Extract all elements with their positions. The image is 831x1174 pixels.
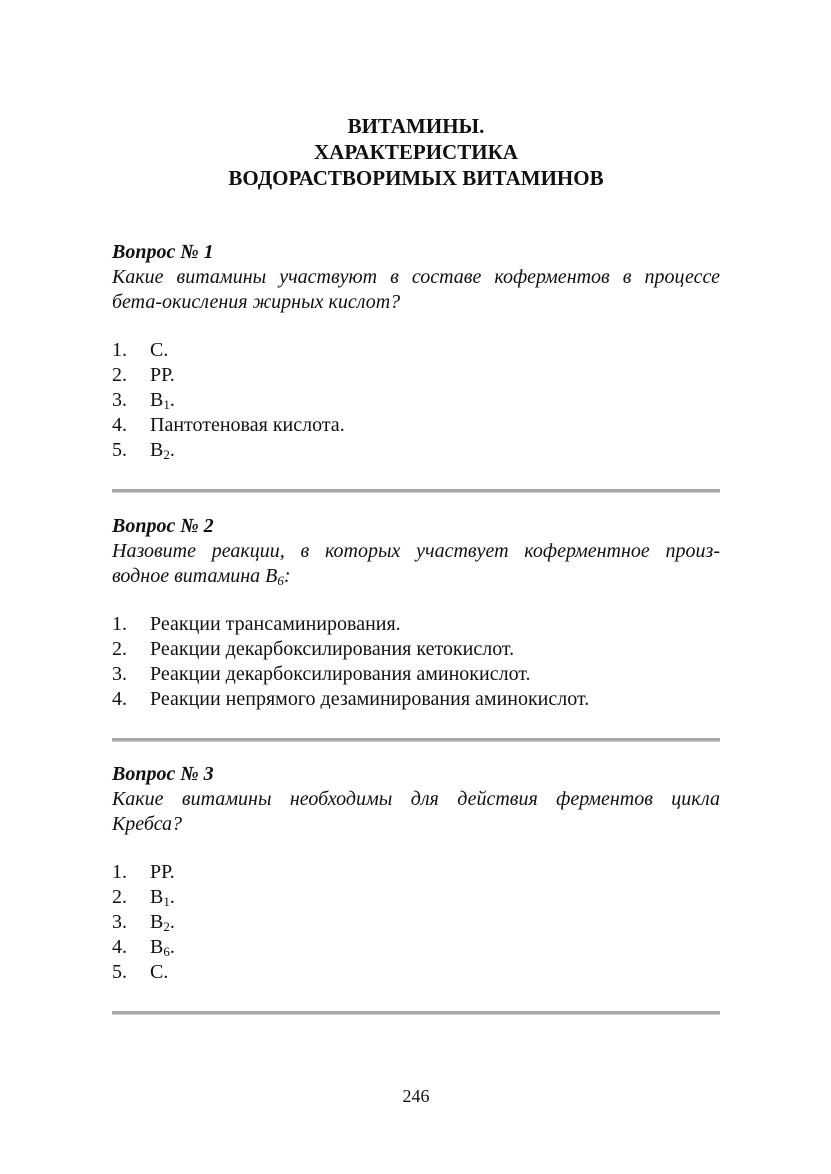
answer-suffix: .	[169, 439, 175, 461]
answer-text: В	[150, 911, 164, 933]
question-heading: Вопрос № 3	[112, 763, 214, 785]
answer-text: В	[150, 389, 164, 411]
answer-number: 5.	[112, 961, 127, 983]
question-2	[112, 513, 720, 712]
answer-number: 2.	[112, 638, 127, 660]
section-divider	[112, 489, 720, 493]
answer-text: Реакции непрямого дезаминирования аминокислот.	[150, 688, 590, 710]
answer-item	[112, 885, 720, 910]
answer-item	[112, 363, 720, 388]
answer-item	[112, 637, 720, 662]
answer-number: 5.	[112, 439, 127, 461]
answer-text: С.	[150, 339, 169, 361]
page-number: 246	[402, 1086, 430, 1106]
answer-number: 1.	[112, 861, 127, 883]
answer-text: Реакции декарбоксилирования аминокислот.	[150, 663, 531, 685]
answer-item	[112, 687, 720, 712]
answer-number: 4.	[112, 936, 127, 958]
answer-number: 4.	[112, 688, 127, 710]
answer-text: В	[150, 439, 164, 461]
answer-suffix: .	[169, 886, 175, 908]
answer-subscript: 2	[163, 919, 170, 934]
answer-subscript: 1	[163, 397, 170, 412]
question-1	[112, 239, 720, 463]
answer-subscript: 6	[163, 944, 170, 959]
answer-number: 3.	[112, 663, 127, 685]
answer-item	[112, 388, 720, 413]
answer-text: РР.	[150, 861, 175, 883]
answer-item	[112, 910, 720, 935]
answer-subscript: 1	[163, 894, 170, 909]
question-text	[112, 265, 720, 315]
section-divider	[112, 1011, 720, 1015]
answer-list	[112, 338, 720, 463]
page-title	[112, 113, 720, 191]
question-3	[112, 761, 720, 985]
answer-number: 1.	[112, 613, 127, 635]
answer-suffix: .	[169, 936, 175, 958]
answer-text: Пантотеновая кислота.	[150, 414, 345, 436]
answer-list	[112, 860, 720, 985]
answer-number: 3.	[112, 389, 127, 411]
question-text-line: Какие витамины участвуют в составе коферментов в процессе	[112, 266, 720, 288]
question-text-line: бета-окисления жирных кислот?	[112, 291, 401, 313]
answer-item	[112, 662, 720, 687]
answer-item	[112, 935, 720, 960]
question-text-line: Назовите реакции, в которых участвует коферментное произ-	[112, 540, 720, 562]
question-heading: Вопрос № 2	[112, 515, 214, 537]
question-text-line: Кребса?	[112, 813, 183, 835]
question-heading: Вопрос № 1	[112, 241, 214, 263]
answer-text: РР.	[150, 364, 175, 386]
answer-suffix: .	[169, 389, 175, 411]
answer-text: Реакции декарбоксилирования кетокислот.	[150, 638, 515, 660]
answer-text: В	[150, 886, 164, 908]
question-text-fragment: водное витамина В	[112, 565, 278, 587]
answer-text: Реакции трансаминирования.	[150, 613, 401, 635]
section-divider	[112, 738, 720, 742]
answer-item	[112, 338, 720, 363]
answer-number: 1.	[112, 339, 127, 361]
question-text-line: Какие витамины необходимы для действия ферментов цикла	[112, 788, 720, 810]
answer-item	[112, 612, 720, 637]
answer-number: 4.	[112, 414, 127, 436]
answer-item	[112, 860, 720, 885]
answer-item	[112, 960, 720, 985]
answer-list	[112, 612, 720, 712]
title-line-3: ВОДОРАСТВОРИМЫХ ВИТАМИНОВ	[228, 166, 604, 190]
question-text-suffix: :	[283, 565, 291, 587]
question-text-subscript: 6	[277, 573, 284, 588]
answer-number: 2.	[112, 364, 127, 386]
question-text	[112, 787, 720, 837]
answer-item	[112, 413, 720, 438]
answer-number: 2.	[112, 886, 127, 908]
answer-item	[112, 438, 720, 463]
question-text-line-with-sub	[112, 564, 720, 589]
answer-number: 3.	[112, 911, 127, 933]
title-line-2: ХАРАКТЕРИСТИКА	[314, 140, 518, 164]
answer-text: В	[150, 936, 164, 958]
answer-suffix: .	[169, 911, 175, 933]
answer-subscript: 2	[163, 447, 170, 462]
title-line-1: ВИТАМИНЫ.	[347, 114, 485, 138]
answer-text: С.	[150, 961, 169, 983]
question-text	[112, 539, 720, 589]
